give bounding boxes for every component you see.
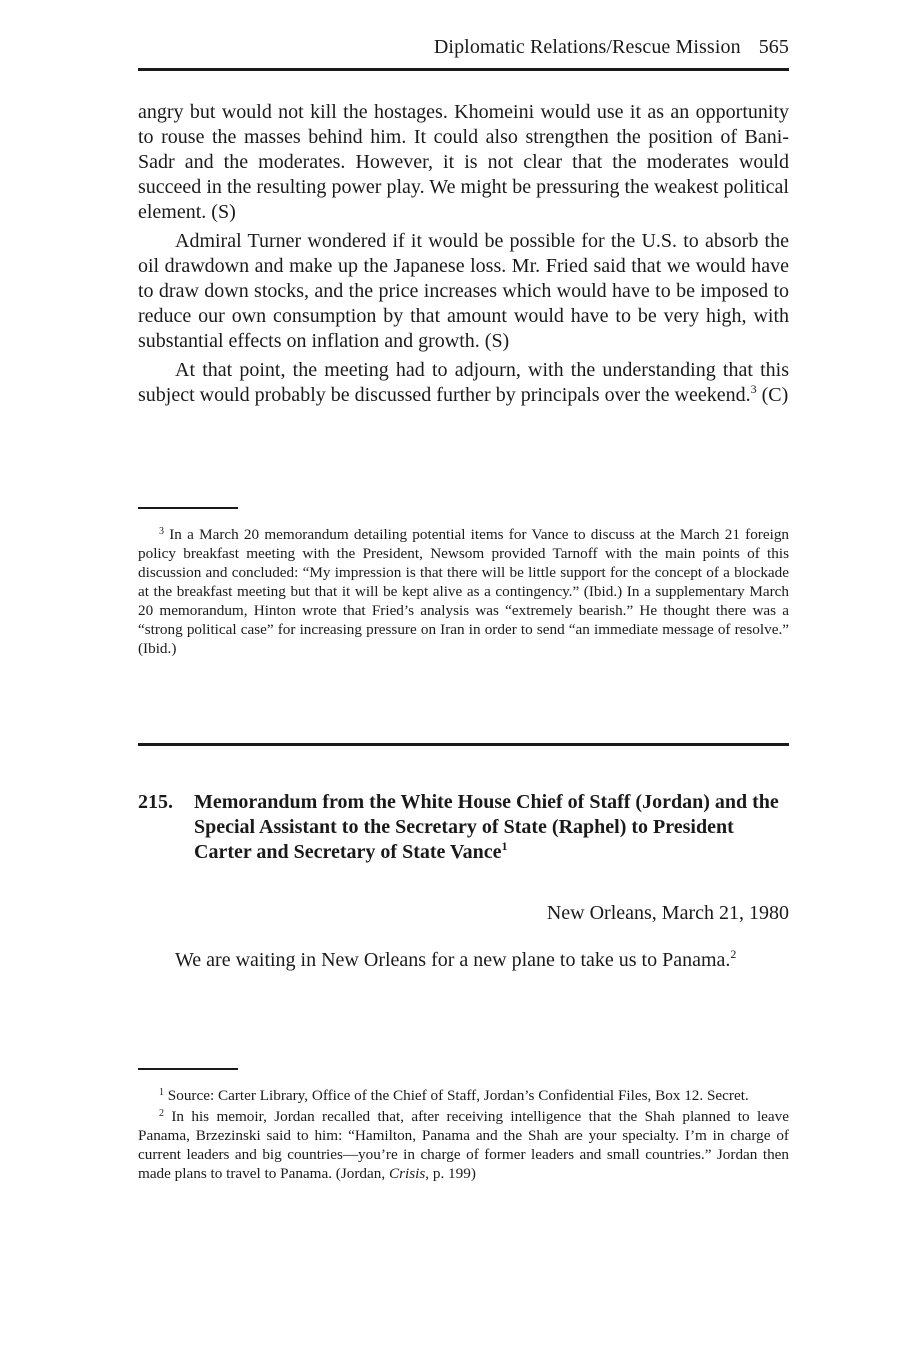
paragraph-adjourn xyxy=(138,358,789,408)
footnote-rule xyxy=(138,1068,238,1070)
page-number: 565 xyxy=(758,36,789,58)
footnote-ref-1: 1 xyxy=(501,839,508,853)
running-title: Diplomatic Relations/Rescue Mission xyxy=(433,36,741,58)
document-heading xyxy=(138,790,789,865)
document-number: 215. xyxy=(138,791,173,813)
footnote-rule xyxy=(138,507,238,509)
footnote-text: In a March 20 memorandum detailing potential items for Vance to discuss at the March 21 foreign policy breakfast meeting with the President, Newsom provided Tarnoff with the main points of this discussion and concluded: “My impression is that there will be little support for the concept of a blockade at the breakfast meeting but that it will be kept alive as a contingency.” (Ibid.) In a supplementary March 20 memorandum, Hinton wrote that Fried’s analysis was “extremely bearish.” He thought there was a “strong political case” for increasing pressure on Iran in order to send “an immediate message of resolve.” (Ibid.) xyxy=(138,526,790,657)
document-title-wrap xyxy=(194,790,789,865)
document-body xyxy=(138,948,789,977)
footnote-3 xyxy=(138,525,789,658)
footnotes-document xyxy=(138,1086,789,1185)
paragraph-turner: Admiral Turner wondered if it would be possible for the U.S. to absorb the oil drawdown and make up the Japanese loss. Mr. Fried said that we would have to draw down stocks, and the price increases which would have to be imposed to reduce our own consumption by that amount would have to be very high, with substantial effects on inflation and growth. (S) xyxy=(138,230,789,352)
continued-text xyxy=(138,100,789,412)
footnote-number: 2 xyxy=(159,1108,164,1119)
footnote-ref-3: 3 xyxy=(750,382,757,396)
footnotes-previous xyxy=(138,525,789,660)
document-paragraph-text: We are waiting in New Orleans for a new plane to take us to Panama. xyxy=(175,949,731,971)
classification-mark: (C) xyxy=(756,384,789,406)
dateline: New Orleans, March 21, 1980 xyxy=(546,902,789,924)
footnote-text-end: , p. 199) xyxy=(425,1165,476,1182)
document-paragraph xyxy=(138,948,789,973)
footnote-number: 1 xyxy=(159,1087,164,1098)
document-title: Memorandum from the White House Chief of Staff (Jordan) and the Special Assistant to the Secretary of State (Raphel) to President Carter and Secretary of State Vance xyxy=(194,791,779,863)
running-head xyxy=(434,36,789,59)
paragraph-continued: angry but would not kill the hostages. Khomeini would use it as an opportunity to rouse the masses behind him. It could also strengthen the position of Bani-Sadr and the moderates. However, it is not clear that the moderates would succeed in the resulting power play. We might be pressuring the weakest political element. (S) xyxy=(138,101,789,223)
footnote-text: In his memoir, Jordan recalled that, after receiving intelligence that the Shah planned to leave Panama, Brzezinski said to him: “Hamilton, Panama and the Shah are your specialty. I’m in charge of current leaders and big countries—you’re in charge of former leaders and small countries.” Jordan then made plans to travel to Panama. (Jordan, xyxy=(138,1108,789,1182)
source-title: Crisis xyxy=(388,1165,426,1182)
footnote-number: 3 xyxy=(159,526,164,537)
footnote-2 xyxy=(138,1107,789,1183)
paragraph-adjourn-text: At that point, the meeting had to adjourn, with the understanding that this subject would probably be discussed further by principals over the weekend. xyxy=(138,359,789,406)
footnote-1 xyxy=(138,1086,789,1105)
document-separator-rule xyxy=(138,743,789,746)
footnote-ref-2: 2 xyxy=(730,947,737,961)
header-rule xyxy=(138,68,789,71)
footnote-text: Source: Carter Library, Office of the Chief of Staff, Jordan’s Confidential Files, Box 12. Secret. xyxy=(167,1087,749,1104)
